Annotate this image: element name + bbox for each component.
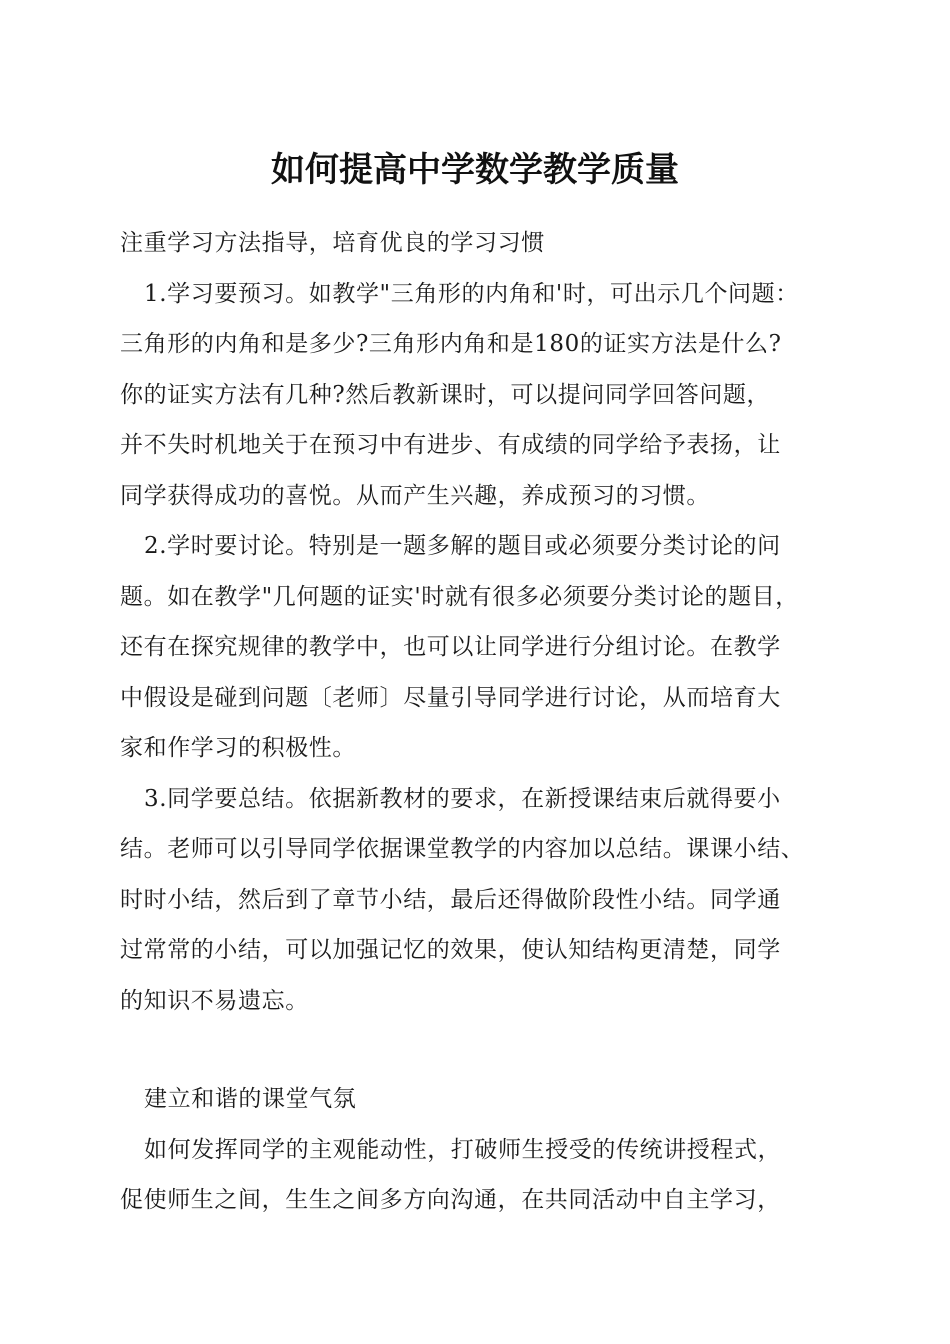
paragraph-line: 2.学时要讨论。特别是一题多解的题目或必须要分类讨论的问 — [144, 533, 781, 559]
paragraph-line: 3.同学要总结。依据新教材的要求，在新授课结束后就得要小 — [144, 785, 781, 812]
paragraph-line: 家和作学习的积极性。 — [120, 735, 356, 761]
paragraph-line: 1.学习要预习。如教学"三角形的内角和'时，可出示几个问题： — [144, 280, 799, 307]
section-heading: 建立和谐的课堂气氛 — [144, 1086, 357, 1112]
section-heading: 注重学习方法指导，培育优良的学习习惯 — [120, 230, 545, 256]
document-body — [120, 218, 840, 1226]
paragraph-line: 三角形的内角和是多少?三角形内角和是180的证实方法是什么? — [120, 331, 782, 357]
page-title: 如何提高中学数学教学质量 — [271, 150, 679, 190]
section-spacer — [120, 1026, 840, 1074]
paragraph-line: 过常常的小结，可以加强记忆的效果，使认知结构更清楚，同学 — [120, 937, 781, 963]
paragraph-line: 题。如在教学"几何题的证实'时就有很多必须要分类讨论的题目， — [120, 583, 799, 610]
paragraph-line: 你的证实方法有几种?然后教新课时，可以提问同学回答问题， — [120, 381, 771, 408]
paragraph-line: 结。老师可以引导同学依据课堂教学的内容加以总结。课课小结、 — [120, 836, 805, 862]
paragraph-line: 如何发挥同学的主观能动性，打破师生授受的传统讲授程式， — [144, 1136, 782, 1163]
paragraph-line: 并不失时机地关于在预习中有进步、有成绩的同学给予表扬，让 — [120, 432, 781, 458]
paragraph-line: 中假设是碰到问题〔老师〕尽量引导同学进行讨论，从而培育大 — [120, 684, 781, 711]
paragraph-line: 同学获得成功的喜悦。从而产生兴趣，养成预习的习惯。 — [120, 482, 710, 509]
paragraph-line: 的知识不易遗忘。 — [120, 987, 309, 1014]
paragraph-line: 时时小结，然后到了章节小结，最后还得做阶段性小结。同学通 — [120, 886, 781, 913]
paragraph-line: 促使师生之间，生生之间多方向沟通，在共同活动中自主学习， — [120, 1187, 781, 1213]
paragraph-line: 还有在探究规律的教学中，也可以让同学进行分组讨论。在教学 — [120, 634, 781, 660]
